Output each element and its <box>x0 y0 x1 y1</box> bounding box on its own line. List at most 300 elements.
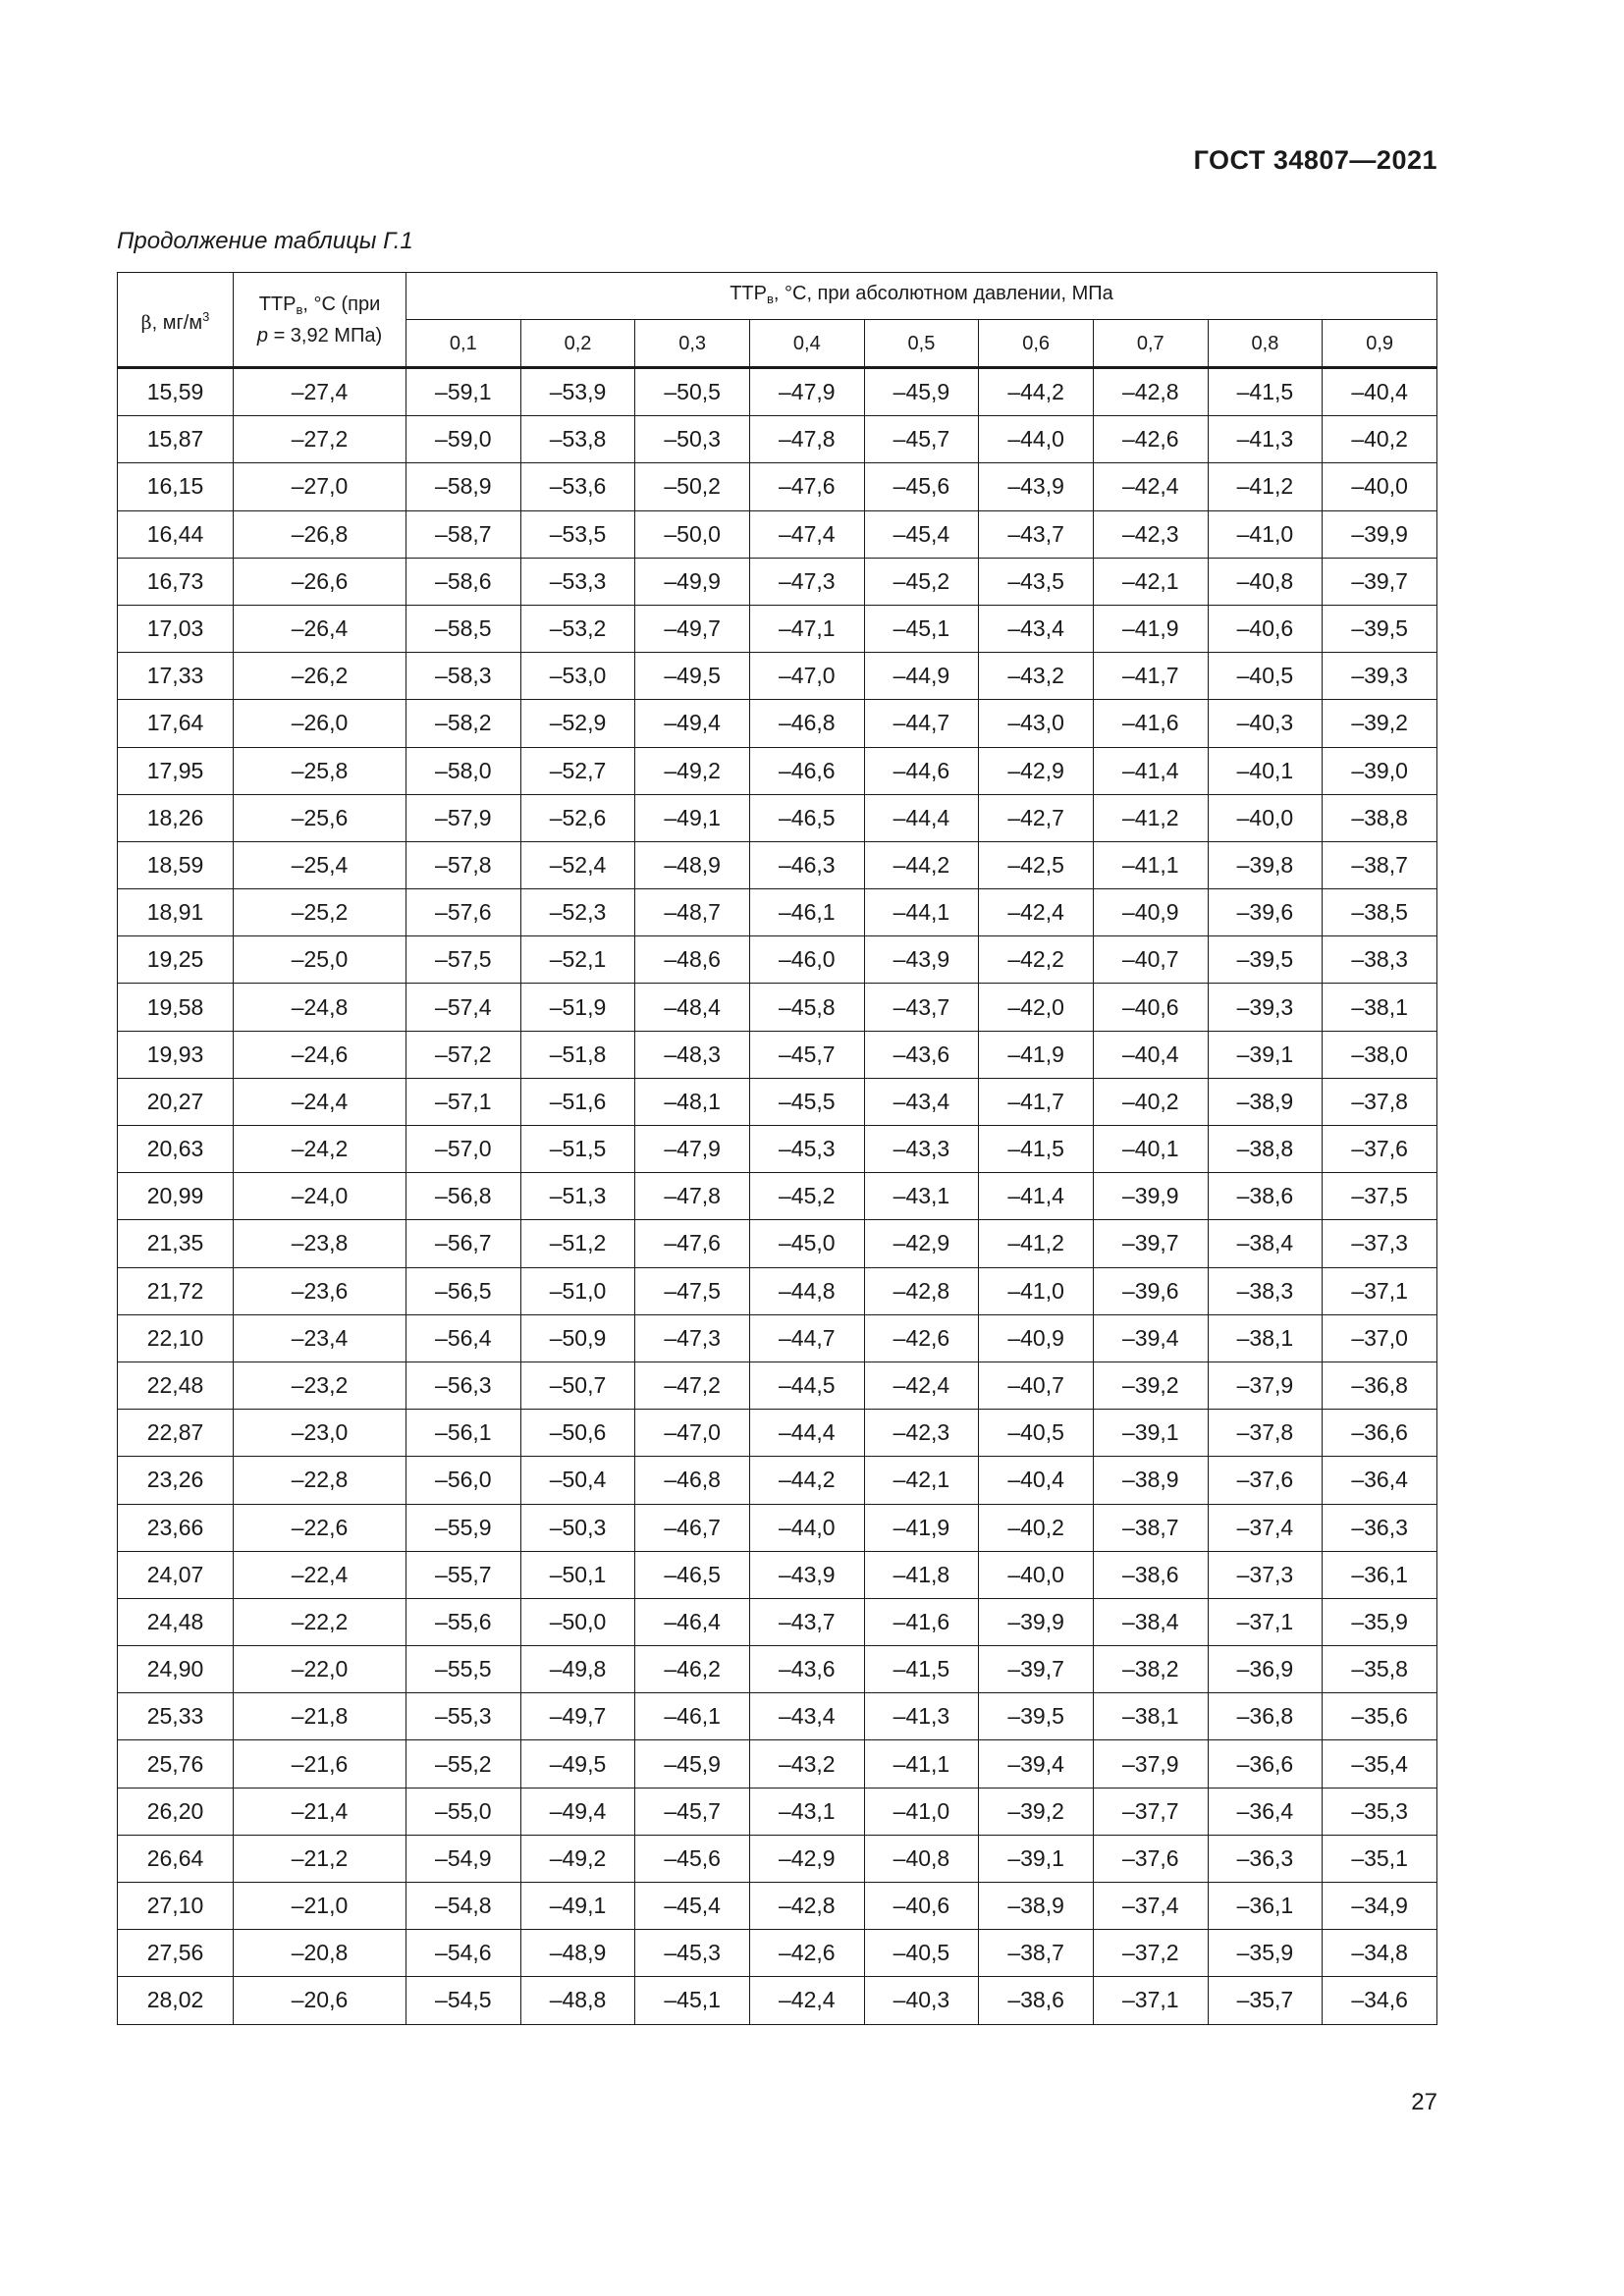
ttr-cell: –42,9 <box>749 1835 864 1882</box>
ttr-cell: –49,5 <box>520 1740 635 1788</box>
ttr-cell: –45,6 <box>635 1835 750 1882</box>
ttr-cell: –40,1 <box>1208 747 1323 794</box>
ttr-cell: –40,0 <box>979 1551 1094 1598</box>
header-pressure: 0,6 <box>979 320 1094 368</box>
ttr-cell: –37,9 <box>1208 1362 1323 1409</box>
table-row <box>118 1788 1437 1835</box>
ttr-cell: –36,9 <box>1208 1646 1323 1693</box>
ttr-cell: –48,1 <box>635 1078 750 1125</box>
ttr-cell: –51,8 <box>520 1031 635 1078</box>
header-pressure: 0,7 <box>1093 320 1208 368</box>
ttr-cell: –42,0 <box>979 984 1094 1031</box>
ttr-cell: –49,8 <box>520 1646 635 1693</box>
ttr-reference-cell: –23,6 <box>234 1267 406 1314</box>
ttr-cell: –45,1 <box>635 1977 750 2024</box>
ttr-cell: –40,0 <box>1208 794 1323 841</box>
ttr-cell: –41,0 <box>979 1267 1094 1314</box>
reference-pressure: = 3,92 МПа) <box>268 324 383 347</box>
ttr-reference-cell: –27,4 <box>234 368 406 416</box>
density-cell: 16,44 <box>118 510 234 558</box>
group-ttr-label: ТТР <box>730 282 767 304</box>
table-row <box>118 1930 1437 1977</box>
ttr-cell: –42,8 <box>749 1883 864 1930</box>
ttr-reference-cell: –21,6 <box>234 1740 406 1788</box>
ttr-cell: –49,7 <box>635 605 750 652</box>
ttr-cell: –42,8 <box>1093 368 1208 416</box>
ttr-reference-cell: –25,8 <box>234 747 406 794</box>
ttr-cell: –56,3 <box>406 1362 521 1409</box>
ttr-cell: –45,3 <box>635 1930 750 1977</box>
ttr-cell: –43,1 <box>749 1788 864 1835</box>
table-caption: Продолжение таблицы Г.1 <box>117 228 413 254</box>
ttr-cell: –46,0 <box>749 936 864 984</box>
ttr-reference-cell: –23,4 <box>234 1314 406 1362</box>
ttr-cell: –57,6 <box>406 889 521 936</box>
ttr-cell: –44,2 <box>749 1457 864 1504</box>
ttr-cell: –50,2 <box>635 463 750 510</box>
table-row <box>118 1551 1437 1598</box>
ttr-cell: –42,7 <box>979 794 1094 841</box>
ttr-reference-cell: –21,8 <box>234 1693 406 1740</box>
header-pressure: 0,5 <box>864 320 979 368</box>
density-cell: 15,59 <box>118 368 234 416</box>
ttr-cell: –48,4 <box>635 984 750 1031</box>
ttr-cell: –57,2 <box>406 1031 521 1078</box>
ttr-cell: –46,5 <box>749 794 864 841</box>
ttr-cell: –48,3 <box>635 1031 750 1078</box>
ttr-reference-cell: –21,0 <box>234 1883 406 1930</box>
ttr-cell: –43,4 <box>864 1078 979 1125</box>
ttr-cell: –37,3 <box>1323 1220 1437 1267</box>
ttr-cell: –35,9 <box>1323 1598 1437 1645</box>
table-row <box>118 558 1437 605</box>
group-ttr-subscript: в <box>766 291 774 306</box>
density-cell: 18,91 <box>118 889 234 936</box>
ttr-cell: –48,9 <box>635 841 750 888</box>
ttr-cell: –37,0 <box>1323 1314 1437 1362</box>
table-body <box>118 368 1437 2025</box>
ttr-cell: –47,0 <box>635 1410 750 1457</box>
ttr-cell: –53,6 <box>520 463 635 510</box>
ttr-cell: –46,5 <box>635 1551 750 1598</box>
ttr-cell: –37,1 <box>1208 1598 1323 1645</box>
ttr-cell: –42,4 <box>1093 463 1208 510</box>
ttr-cell: –45,9 <box>864 368 979 416</box>
ttr-cell: –44,0 <box>749 1504 864 1551</box>
pressure-symbol: p <box>256 324 269 347</box>
ttr-cell: –47,0 <box>749 653 864 700</box>
ttr-cell: –40,2 <box>1093 1078 1208 1125</box>
ttr-cell: –39,2 <box>1323 700 1437 747</box>
ttr-cell: –55,7 <box>406 1551 521 1598</box>
ttr-cell: –39,6 <box>1093 1267 1208 1314</box>
ttr-cell: –42,5 <box>979 841 1094 888</box>
ttr-cell: –43,6 <box>749 1646 864 1693</box>
ttr-cell: –45,4 <box>864 510 979 558</box>
ttr-cell: –43,2 <box>749 1740 864 1788</box>
ttr-cell: –47,8 <box>635 1173 750 1220</box>
ttr-cell: –42,1 <box>1093 558 1208 605</box>
ttr-cell: –40,5 <box>979 1410 1094 1457</box>
ttr-cell: –41,0 <box>1208 510 1323 558</box>
ttr-cell: –58,3 <box>406 653 521 700</box>
ttr-cell: –37,6 <box>1323 1126 1437 1173</box>
table-row <box>118 1504 1437 1551</box>
ttr-reference-cell: –23,0 <box>234 1410 406 1457</box>
ttr-cell: –45,8 <box>749 984 864 1031</box>
ttr-cell: –37,4 <box>1208 1504 1323 1551</box>
table-row <box>118 841 1437 888</box>
ttr-cell: –42,6 <box>749 1930 864 1977</box>
density-cell: 15,87 <box>118 416 234 463</box>
ttr-cell: –43,4 <box>979 605 1094 652</box>
ttr-cell: –40,3 <box>1208 700 1323 747</box>
ttr-cell: –36,1 <box>1208 1883 1323 1930</box>
ttr-cell: –52,9 <box>520 700 635 747</box>
ttr-reference-cell: –25,4 <box>234 841 406 888</box>
ttr-cell: –51,3 <box>520 1173 635 1220</box>
table-row <box>118 1977 1437 2024</box>
ttr-cell: –51,5 <box>520 1126 635 1173</box>
group-ttr-description: , °С, при абсолютном давлении, МПа <box>773 282 1113 304</box>
density-cell: 18,26 <box>118 794 234 841</box>
ttr-cell: –43,9 <box>979 463 1094 510</box>
ttr-cell: –40,3 <box>864 1977 979 2024</box>
density-cell: 20,99 <box>118 1173 234 1220</box>
ttr-cell: –42,2 <box>979 936 1094 984</box>
ttr-cell: –49,9 <box>635 558 750 605</box>
ttr-unit: , °С (при <box>302 293 381 315</box>
ttr-cell: –36,3 <box>1323 1504 1437 1551</box>
table-row <box>118 1646 1437 1693</box>
ttr-cell: –41,1 <box>1093 841 1208 888</box>
ttr-cell: –34,9 <box>1323 1883 1437 1930</box>
table-row <box>118 794 1437 841</box>
ttr-cell: –46,8 <box>749 700 864 747</box>
ttr-cell: –52,4 <box>520 841 635 888</box>
table-row <box>118 1031 1437 1078</box>
document-id: ГОСТ 34807—2021 <box>1193 145 1437 175</box>
ttr-cell: –39,8 <box>1208 841 1323 888</box>
ttr-cell: –42,4 <box>749 1977 864 2024</box>
ttr-reference-cell: –20,6 <box>234 1977 406 2024</box>
ttr-cell: –38,9 <box>1093 1457 1208 1504</box>
density-cell: 23,26 <box>118 1457 234 1504</box>
ttr-reference-cell: –22,8 <box>234 1457 406 1504</box>
ttr-cell: –38,9 <box>979 1883 1094 1930</box>
ttr-cell: –41,5 <box>1208 368 1323 416</box>
ttr-cell: –39,6 <box>1208 889 1323 936</box>
density-cell: 18,59 <box>118 841 234 888</box>
ttr-cell: –50,3 <box>520 1504 635 1551</box>
beta-symbol: β <box>140 311 152 334</box>
header-pressure: 0,3 <box>635 320 750 368</box>
table-row <box>118 1126 1437 1173</box>
ttr-cell: –57,8 <box>406 841 521 888</box>
ttr-cell: –40,8 <box>864 1835 979 1882</box>
ttr-cell: –46,7 <box>635 1504 750 1551</box>
ttr-cell: –47,9 <box>749 368 864 416</box>
ttr-cell: –50,3 <box>635 416 750 463</box>
ttr-cell: –42,4 <box>864 1362 979 1409</box>
ttr-cell: –51,0 <box>520 1267 635 1314</box>
table-row <box>118 1740 1437 1788</box>
ttr-cell: –36,8 <box>1208 1693 1323 1740</box>
table-row <box>118 1457 1437 1504</box>
ttr-cell: –53,8 <box>520 416 635 463</box>
table-row <box>118 1835 1437 1882</box>
ttr-cell: –37,1 <box>1323 1267 1437 1314</box>
ttr-cell: –41,1 <box>864 1740 979 1788</box>
ttr-cell: –34,8 <box>1323 1930 1437 1977</box>
ttr-cell: –48,6 <box>635 936 750 984</box>
ttr-cell: –40,7 <box>979 1362 1094 1409</box>
ttr-cell: –54,6 <box>406 1930 521 1977</box>
density-cell: 23,66 <box>118 1504 234 1551</box>
ttr-cell: –38,7 <box>1323 841 1437 888</box>
header-ttr-group <box>406 273 1437 320</box>
ttr-cell: –44,5 <box>749 1362 864 1409</box>
ttr-label: ТТР <box>258 293 297 315</box>
ttr-cell: –59,0 <box>406 416 521 463</box>
ttr-cell: –47,3 <box>635 1314 750 1362</box>
ttr-cell: –54,9 <box>406 1835 521 1882</box>
ttr-cell: –45,2 <box>864 558 979 605</box>
ttr-reference-cell: –27,0 <box>234 463 406 510</box>
ttr-cell: –41,3 <box>864 1693 979 1740</box>
ttr-cell: –56,7 <box>406 1220 521 1267</box>
ttr-cell: –44,0 <box>979 416 1094 463</box>
ttr-cell: –47,2 <box>635 1362 750 1409</box>
ttr-cell: –53,0 <box>520 653 635 700</box>
ttr-cell: –34,6 <box>1323 1977 1437 2024</box>
ttr-cell: –41,4 <box>1093 747 1208 794</box>
ttr-cell: –39,9 <box>979 1598 1094 1645</box>
table-row <box>118 653 1437 700</box>
ttr-cell: –55,0 <box>406 1788 521 1835</box>
ttr-cell: –57,9 <box>406 794 521 841</box>
header-pressure: 0,9 <box>1323 320 1437 368</box>
ttr-cell: –35,7 <box>1208 1977 1323 2024</box>
density-cell: 19,58 <box>118 984 234 1031</box>
ttr-cell: –43,6 <box>864 1031 979 1078</box>
ttr-cell: –38,1 <box>1323 984 1437 1031</box>
ttr-cell: –36,6 <box>1323 1410 1437 1457</box>
header-pressure: 0,4 <box>749 320 864 368</box>
ttr-cell: –58,9 <box>406 463 521 510</box>
ttr-cell: –57,1 <box>406 1078 521 1125</box>
ttr-cell: –51,2 <box>520 1220 635 1267</box>
table-row <box>118 1220 1437 1267</box>
table-row <box>118 1883 1437 1930</box>
ttr-cell: –47,4 <box>749 510 864 558</box>
ttr-reference-cell: –26,6 <box>234 558 406 605</box>
ttr-reference-cell: –20,8 <box>234 1930 406 1977</box>
ttr-reference-cell: –25,0 <box>234 936 406 984</box>
ttr-cell: –49,2 <box>635 747 750 794</box>
ttr-cell: –54,8 <box>406 1883 521 1930</box>
table-row <box>118 1173 1437 1220</box>
ttr-reference-cell: –22,6 <box>234 1504 406 1551</box>
table-row <box>118 1410 1437 1457</box>
ttr-cell: –39,7 <box>1323 558 1437 605</box>
ttr-cell: –46,3 <box>749 841 864 888</box>
density-cell: 28,02 <box>118 1977 234 2024</box>
ttr-cell: –41,5 <box>979 1126 1094 1173</box>
ttr-cell: –45,9 <box>635 1740 750 1788</box>
table-row <box>118 1362 1437 1409</box>
ttr-cell: –49,2 <box>520 1835 635 1882</box>
ttr-cell: –44,2 <box>864 841 979 888</box>
ttr-cell: –38,1 <box>1093 1693 1208 1740</box>
ttr-cell: –41,6 <box>1093 700 1208 747</box>
ttr-cell: –35,1 <box>1323 1835 1437 1882</box>
ttr-cell: –42,6 <box>1093 416 1208 463</box>
ttr-cell: –48,8 <box>520 1977 635 2024</box>
ttr-cell: –39,9 <box>1093 1173 1208 1220</box>
ttr-cell: –47,8 <box>749 416 864 463</box>
ttr-cell: –39,5 <box>979 1693 1094 1740</box>
ttr-cell: –50,1 <box>520 1551 635 1598</box>
ttr-cell: –36,8 <box>1323 1362 1437 1409</box>
ttr-cell: –45,6 <box>864 463 979 510</box>
ttr-cell: –37,8 <box>1208 1410 1323 1457</box>
ttr-cell: –51,9 <box>520 984 635 1031</box>
ttr-cell: –44,7 <box>749 1314 864 1362</box>
ttr-cell: –55,6 <box>406 1598 521 1645</box>
table-row <box>118 463 1437 510</box>
ttr-cell: –46,6 <box>749 747 864 794</box>
ttr-cell: –45,1 <box>864 605 979 652</box>
ttr-cell: –57,0 <box>406 1126 521 1173</box>
ttr-cell: –36,1 <box>1323 1551 1437 1598</box>
ttr-cell: –50,0 <box>635 510 750 558</box>
ttr-reference-cell: –25,2 <box>234 889 406 936</box>
ttr-cell: –35,3 <box>1323 1788 1437 1835</box>
ttr-cell: –58,7 <box>406 510 521 558</box>
density-cell: 22,48 <box>118 1362 234 1409</box>
ttr-cell: –43,7 <box>979 510 1094 558</box>
page-number: 27 <box>1411 2089 1437 2115</box>
header-pressure: 0,1 <box>406 320 521 368</box>
ttr-cell: –40,2 <box>1323 416 1437 463</box>
ttr-cell: –38,4 <box>1208 1220 1323 1267</box>
ttr-cell: –40,4 <box>1323 368 1437 416</box>
ttr-cell: –40,5 <box>1208 653 1323 700</box>
density-cell: 17,33 <box>118 653 234 700</box>
ttr-cell: –51,6 <box>520 1078 635 1125</box>
ttr-cell: –37,9 <box>1093 1740 1208 1788</box>
ttr-cell: –55,9 <box>406 1504 521 1551</box>
ttr-cell: –38,9 <box>1208 1078 1323 1125</box>
data-table <box>117 272 1437 2025</box>
ttr-cell: –46,2 <box>635 1646 750 1693</box>
ttr-reference-cell: –26,4 <box>234 605 406 652</box>
ttr-cell: –50,7 <box>520 1362 635 1409</box>
ttr-cell: –55,3 <box>406 1693 521 1740</box>
ttr-subscript: в <box>296 301 303 317</box>
table-row <box>118 1267 1437 1314</box>
ttr-cell: –38,2 <box>1093 1646 1208 1693</box>
ttr-cell: –46,4 <box>635 1598 750 1645</box>
ttr-cell: –39,4 <box>1093 1314 1208 1362</box>
ttr-cell: –47,3 <box>749 558 864 605</box>
ttr-cell: –47,9 <box>635 1126 750 1173</box>
ttr-cell: –53,9 <box>520 368 635 416</box>
ttr-cell: –42,9 <box>864 1220 979 1267</box>
ttr-cell: –43,7 <box>864 984 979 1031</box>
ttr-reference-cell: –24,0 <box>234 1173 406 1220</box>
ttr-cell: –43,0 <box>979 700 1094 747</box>
ttr-cell: –55,5 <box>406 1646 521 1693</box>
ttr-cell: –40,5 <box>864 1930 979 1977</box>
ttr-cell: –36,3 <box>1208 1835 1323 1882</box>
density-cell: 24,48 <box>118 1598 234 1645</box>
ttr-cell: –47,6 <box>749 463 864 510</box>
table-row <box>118 605 1437 652</box>
density-cell: 19,25 <box>118 936 234 984</box>
density-cell: 21,35 <box>118 1220 234 1267</box>
ttr-reference-cell: –22,4 <box>234 1551 406 1598</box>
ttr-cell: –43,9 <box>749 1551 864 1598</box>
density-cell: 20,63 <box>118 1126 234 1173</box>
ttr-cell: –42,3 <box>864 1410 979 1457</box>
ttr-cell: –49,7 <box>520 1693 635 1740</box>
density-cell: 16,73 <box>118 558 234 605</box>
ttr-cell: –38,5 <box>1323 889 1437 936</box>
ttr-cell: –39,1 <box>1208 1031 1323 1078</box>
ttr-cell: –41,9 <box>1093 605 1208 652</box>
ttr-cell: –46,1 <box>749 889 864 936</box>
table-row <box>118 510 1437 558</box>
ttr-reference-cell: –21,4 <box>234 1788 406 1835</box>
ttr-reference-cell: –27,2 <box>234 416 406 463</box>
ttr-cell: –42,3 <box>1093 510 1208 558</box>
ttr-cell: –41,9 <box>979 1031 1094 1078</box>
ttr-cell: –37,7 <box>1093 1788 1208 1835</box>
ttr-reference-cell: –23,2 <box>234 1362 406 1409</box>
ttr-cell: –37,3 <box>1208 1551 1323 1598</box>
ttr-reference-cell: –26,8 <box>234 510 406 558</box>
ttr-reference-cell: –24,8 <box>234 984 406 1031</box>
density-cell: 24,90 <box>118 1646 234 1693</box>
density-cell: 19,93 <box>118 1031 234 1078</box>
ttr-cell: –58,6 <box>406 558 521 605</box>
ttr-reference-cell: –23,8 <box>234 1220 406 1267</box>
ttr-cell: –39,2 <box>1093 1362 1208 1409</box>
ttr-cell: –44,8 <box>749 1267 864 1314</box>
ttr-reference-cell: –24,6 <box>234 1031 406 1078</box>
ttr-cell: –44,4 <box>864 794 979 841</box>
ttr-cell: –43,1 <box>864 1173 979 1220</box>
ttr-cell: –53,2 <box>520 605 635 652</box>
ttr-cell: –54,5 <box>406 1977 521 2024</box>
density-cell: 20,27 <box>118 1078 234 1125</box>
ttr-cell: –39,5 <box>1208 936 1323 984</box>
ttr-cell: –38,4 <box>1093 1598 1208 1645</box>
ttr-cell: –43,5 <box>979 558 1094 605</box>
ttr-cell: –56,1 <box>406 1410 521 1457</box>
ttr-cell: –45,7 <box>635 1788 750 1835</box>
ttr-cell: –39,0 <box>1323 747 1437 794</box>
ttr-cell: –49,4 <box>635 700 750 747</box>
ttr-cell: –40,2 <box>979 1504 1094 1551</box>
table-row <box>118 1693 1437 1740</box>
ttr-cell: –57,5 <box>406 936 521 984</box>
ttr-cell: –48,7 <box>635 889 750 936</box>
density-cell: 17,95 <box>118 747 234 794</box>
ttr-reference-cell: –25,6 <box>234 794 406 841</box>
